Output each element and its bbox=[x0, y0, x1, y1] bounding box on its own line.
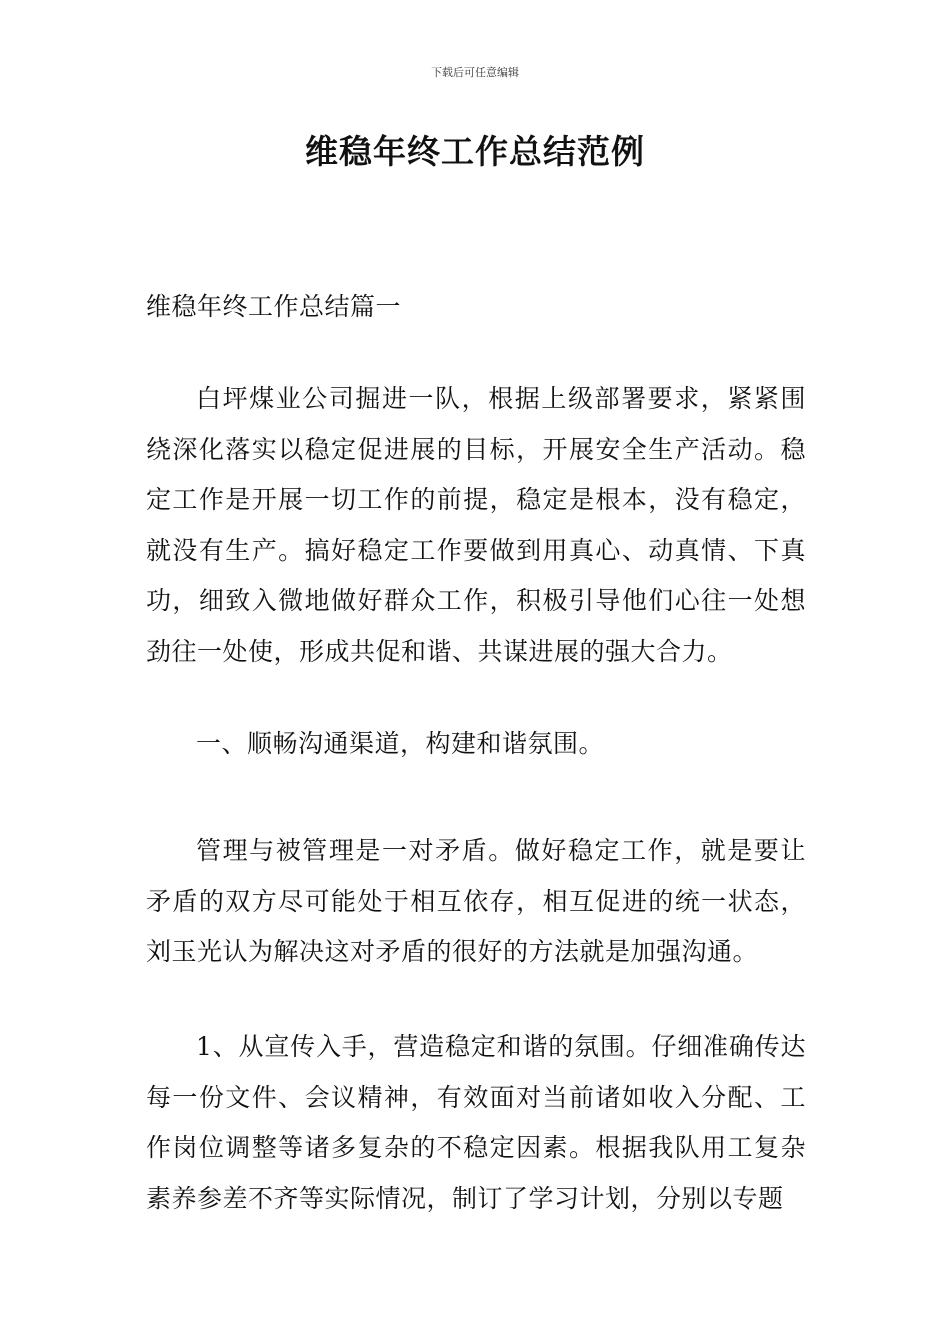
page-header-note: 下载后可任意编辑 bbox=[431, 66, 519, 79]
heading-1: 一、顺畅沟通渠道，构建和谐氛围。 bbox=[196, 729, 605, 758]
paragraph-1: 白坪煤业公司掘进一队，根据上级部署要求，紧紧围绕深化落实以稳定促进展的目标，开展安全生产活动。稳定工作是开展一切工作的前提，稳定是根本，没有稳定，就没有生产。搞好稳定工作要做到用真心、动真情、下真功，细致入微地做好群众工作，积极引导他们心往一处想劲往一处使，形成共促和谐、共谋进展的强大合力。 bbox=[146, 384, 806, 666]
paragraph-2: 管理与被管理是一对矛盾。做好稳定工作，就是要让矛盾的双方尽可能处于相互依存，相互促进的统一状态，刘玉光认为解决这对矛盾的很好的方法就是加强沟通。 bbox=[146, 836, 806, 966]
document-title: 维稳年终工作总结范例 bbox=[305, 132, 645, 171]
paragraph-3: 1、从宣传入手，营造稳定和谐的氛围。仔细准确传达每一份文件、会议精神，有效面对当前诸如收入分配、工作岗位调整等诸多复杂的不稳定因素。根据我队用工复杂素养参差不齐等实际情况，制订了学习计划，分别以专题 bbox=[146, 1032, 806, 1213]
section-title: 维稳年终工作总结篇一 bbox=[146, 292, 402, 321]
